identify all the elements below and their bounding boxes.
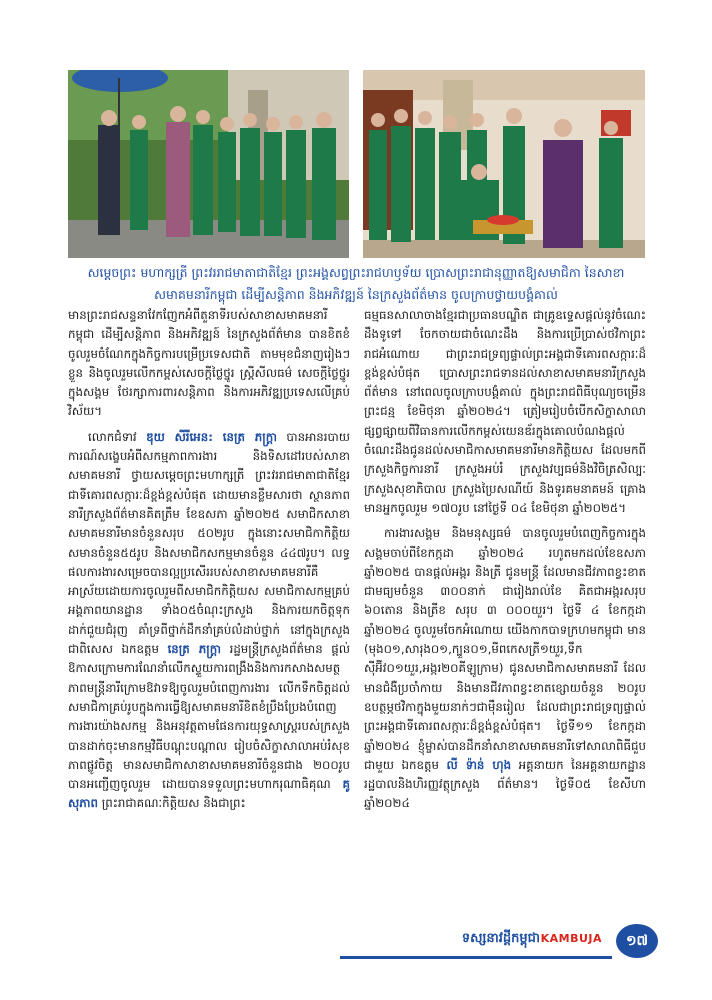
left-p2-tail: ព្រះរាជាគណៈកិត្តិយស និងជាព្រះ (101, 796, 246, 811)
page-number: ១៧ (616, 924, 658, 958)
highlight-name-3: គូ សុភាព (68, 777, 350, 811)
left-paragraph-2 (68, 428, 350, 814)
highlight-name-2: នេត្រ ភក្ត្រា (167, 642, 221, 657)
page-footer (340, 924, 660, 964)
highlight-name-1: ឌុយ សីរីអេន: នេត្រ ភក្ត្រា (146, 429, 277, 444)
highlight-name-4: លី ទ៉ាន់ ហុង (446, 757, 512, 772)
caption-line-1: សម្តេចព្រះ មហាក្សត្រី ព្រះវររាជមាតាជាតិខ្មែរ ព្រះអង្គសព្វព្រះរាជហឫទ័យ ប្រោសព្រះរាជានុញ្ញាតឱ្យសមាជិកា នៃសាខា (87, 265, 625, 280)
left-p2-end: រដ្ឋមន្ត្រីក្រសួងព័ត៌មាន ផ្តល់ឱកាសក្រោមការណែនាំលើកស្ទួយការពង្រឹងនិងការកសាងសមត្ថភាពមន្ត្រីនារីក្រោមឱវាទឱ្យចូលរួមបំពេញការងារ លើកទឹកចិត្តដល់សមាជិកាគ្រប់រូបក្នុងការធ្វើឱ្យសមាគមនារីខិតខំប្រឹងប្រែងបំពេញការងារយ៉ាងសកម្ម និងអនុវត្តតាមផែនការយុទ្ធសាស្ត្ររបស់ក្រសួង បានដាក់ចុះមានកម្មវិធីបណ្តុះបណ្តាល រៀបចំសិក្ខាសាលាអប់រំសុខភាពផ្លូវចិត្ត មានសមាជិកាសាខាសមាគមនារីចំនួនជាង ២០០រូប បានអញ្ជើញចូលរួម ដោយបានទទួលព្រះមហាករុណាធិគុណ (68, 642, 351, 792)
right-paragraph-1: ធម្មធនសាលាចាងខ្មែរជាប្រធានបណ្ឌិត ជាគ្រូឧទ្ទេសផ្តល់នូវចំណេះដឹងទូទៅ ចែកចាយជាចំណេះដឹង និងការប្រើប្រាស់ថវិកាព្រះរាជអំណោយ ជាព្រះរាជទ្រព្យផ្ទាល់ព្រះអង្គជាទីគោរពសក្ការៈដ៏ខ្ពង់ខ្ពស់បំផុត ប្រោសព្រះរាជទានដល់សាខាសមាគមនារីក្រសួងព័ត៌មាន នៅពេលចូលក្រាបបង្គំគាល់ ក្នុងព្រះរាជពិធីបុណ្យចម្រើនព្រះជន្ម ខែមិថុនា ឆ្នាំ២០២៤។ ត្រៀមរៀបចំបើកសិក្ខាសាលាផ្សព្វផ្សាយពីវិធានការលើកកម្ពស់យេនឌ័រក្នុងគោលបំណងផ្តល់ចំណេះដឹងជូនដល់សមាជិកាសមាគមនារីមានកិត្តិយស ដែលមកពីក្រសួងកិច្ចការនារី ក្រសួងអប់រំ ក្រសួងវប្បធម៌និងវិចិត្រសិល្បៈ ក្រសួងសុខាភិបាល ក្រសួងប្រៃសណីយ៍ និងទូរគមនាគមន៍ គ្រោងមានអ្នកចូលរួម ១៧០រូប នៅថ្ងៃទី ០៤ ខែមិថុនា ឆ្នាំ២០២៥។ (364, 308, 646, 515)
left-paragraph-1: មានព្រះរាជសន្ទនាវែកញែកអំពីតួនាទីរបស់សាខាសមាគមនារីកម្ពុជា ដើម្បីសន្តិភាព និងអភិវឌ្ឍន៍ នៃក្រសួងព័ត៌មាន បានខិតខំចូលរួមចំណែកក្នុងកិច្ចការបម្រើប្រទេសជាតិ តាមមុខជំនាញរៀងៗខ្លួន និងចូលរួមលើកកម្ពស់សេចក្តីថ្លៃថ្នូរ ស្ត្រីសីលធម៌ សេចក្តីថ្លៃថ្នូរក្នុងសង្គម ថែរក្សាការពារសន្តិភាព និងការអភិវឌ្ឍប្រទេសលើគ្រប់វិស័យ។ (68, 308, 350, 419)
footer-rule (340, 956, 612, 959)
right-paragraph-2 (364, 524, 646, 813)
magazine-title: ទស្សនាវដ្តីកម្ពុជា (461, 931, 540, 946)
photo-left (68, 70, 349, 258)
photo-caption (60, 262, 652, 306)
caption-line-2: សមាគមនារីកម្ពុជា ដើម្បីសន្តិភាព និងអភិវឌ្ឍន៍ នៃក្រសួងព័ត៌មាន ចូលក្រាបថ្វាយបង្គំគាល់ (154, 287, 558, 302)
left-p2-body: បានអានរបាយការណ៍សង្ខេបអំពីសកម្មភាពការងារ និងទិសដៅរបស់សាខាសមាគមនារី ថ្វាយសម្តេចព្រះមហាក្សត្រី ព្រះវររាជមាតាជាតិខ្មែរ ជាទីគោរពសក្ការៈដ៏ខ្ពង់ខ្ពស់បំផុត ដោយមានខ្លឹមសារថា ស្ថានភាពនារីក្រសួងព័ត៌មានគិតត្រឹម ខែឧសភា ឆ្នាំ២០២៥ សមាជិកសាខាសមាគមនារីមានចំនួនសរុប ៥០២រូប ក្នុងនោះសមាជិកាកិត្តិយសមានចំនួន៥៥រូប និងសមាជិកសកម្មមានចំនួន ៤៤៧រូប។ លទ្ធផលការងារសម្រេចបានល្អប្រសើររបស់សាខាសមាគមនារីគឺអាស្រ័យដោយការចូលរួមពីសមាជិកកិត្តិយស សមាជិកាសកម្មគ្រប់អង្គភាពយានដ្ឋាន ទាំង០៥ចំណុះក្រសួង និងការយកចិត្តទុកដាក់ជួយជំរុញ គាំទ្រពីថ្នាក់ដឹកនាំគ្រប់លំដាប់ថ្នាក់ នៅក្នុងក្រសួង ជាពិសេស ឯកឧត្តម (68, 429, 351, 657)
photo-right (363, 70, 645, 258)
magazine-brand: KAMBUJA (540, 932, 602, 945)
left-column (68, 306, 350, 820)
right-p2-body: ការងារសង្គម និងមនុស្សធម៌ បានចូលរួមបំពេញកិច្ចការក្នុងសង្គមចាប់ពីខែកក្កដា ឆ្នាំ២០២៤ រហូតមកដល់ខែឧសភា ឆ្នាំ២០២៥ បានផ្តល់អង្ករ និងត្រី ជូនមន្ត្រី ដែលមានជីវភាពខ្វះខាត ជាមធ្យមចំនួន ៣០០នាក់ ជារៀងរាល់ខែ គិតជាអង្ករសរុប ៦០តោន និងត្រីខ សរុប ៣ ០០០យួរ។ ថ្ងៃទី ៤ ខែកក្កដា ឆ្នាំ២០២៤ ចូលរួមចែកអំណោយ យើងកាកបាទក្រហមកម្ពុជា មាន (មុង០១,សារុង០១,ក្បួន០១,មីពកេសត្រី១យួរ,ទឹកស៊ីអ៊ីវ០១យួរ,អង្ករ២០គីឡូក្រាម) ជូនសមាជិកាសមាគមនារី ដែលមានជំងឺប្រចាំកាយ និងមានជីវភាពខ្វះខាតខ្សោយចំនួន ២០រូប ឧបត្ថម្ភថវិកាក្នុងមួយនាក់ៗជាម៉ឺនរៀល ដែលជាព្រះរាជទ្រព្យផ្ទាល់ព្រះអង្គជាទីគោរពសក្ការៈដ៏ខ្ពង់ខ្ពស់បំផុត។ ថ្ងៃទី១១ ខែកក្កដា ឆ្នាំ២០២៤ ខ្ញុំម្ចាស់បានដឹកនាំសាខាសមាគមនារីទៅសាលាពិធីជួបជាមួយ ឯកឧត្តម (364, 526, 646, 772)
right-p2-tail: អគ្គនាយក នៃអគ្គនាយកដ្ឋានរដ្ឋបាលនិងហិរញ្ញវត្ថុក្រសួង ព័ត៌មាន។ ថ្ងៃទី០៥ ខែសីហា ឆ្នាំ២០២៤ (364, 757, 647, 811)
right-column (364, 306, 646, 820)
left-p2-pre: លោកជំទាវ (88, 429, 137, 444)
